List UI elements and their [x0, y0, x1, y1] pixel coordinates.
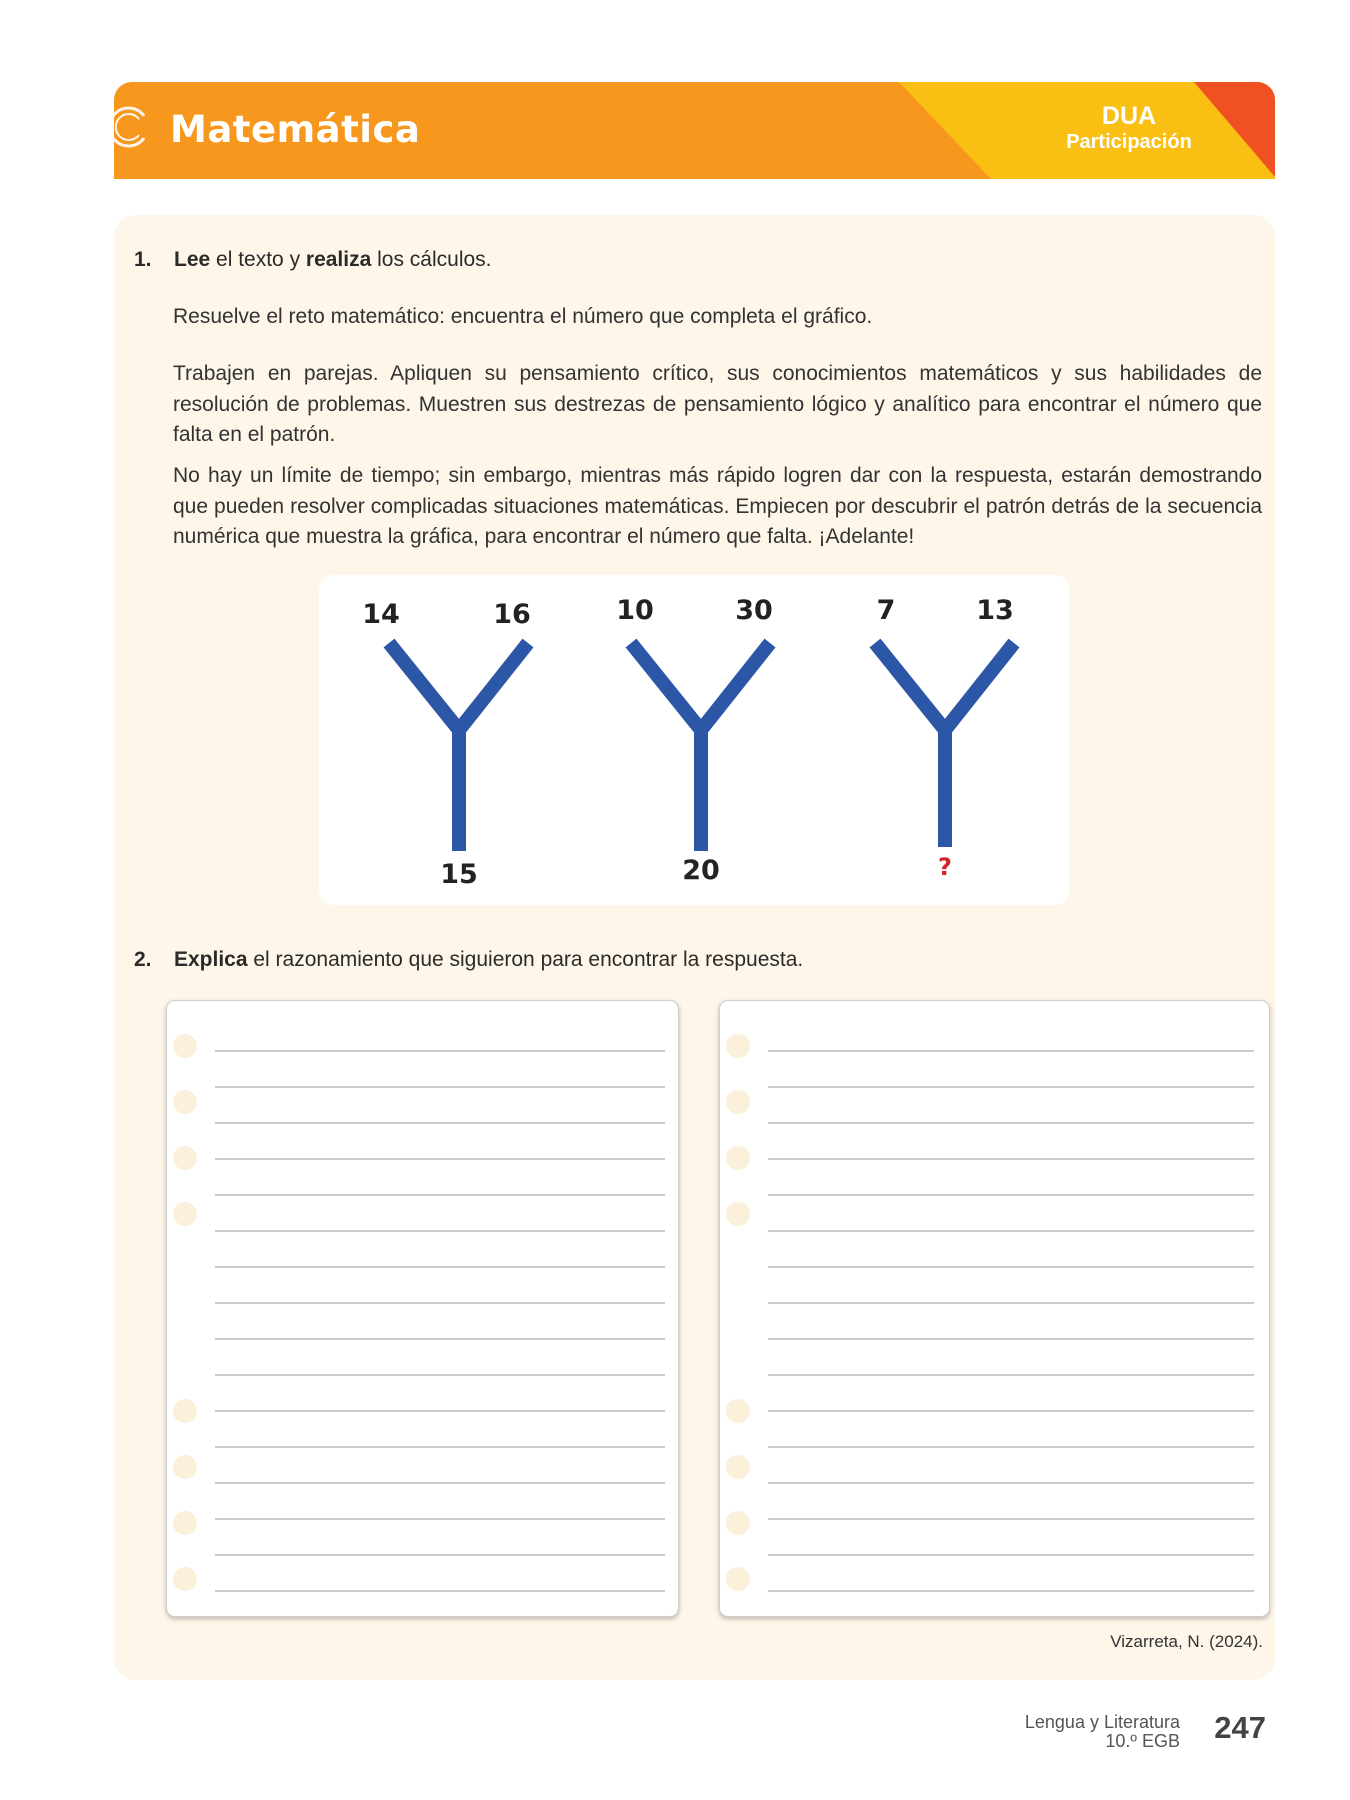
dua-badge-subtitle: Participación — [1066, 131, 1192, 153]
answer-sheet-right[interactable] — [719, 1000, 1270, 1617]
missing-number: ? — [938, 853, 952, 881]
paragraph-pairs: Trabajen en parejas. Apliquen su pensamiento crítico, sus conocimientos matemáticos y sus habilidades de resolución de problemas. Muestren sus destrezas de pensamiento lógico y analítico para encontrar el número que falta en el patrón. — [173, 362, 1262, 446]
activity-panel — [114, 215, 1275, 1680]
footer-book-info — [1025, 1713, 1180, 1751]
y2-right-number: 30 — [735, 595, 773, 626]
y1-bottom-number: 15 — [440, 859, 478, 890]
instruction-mid: el texto y — [210, 248, 306, 271]
writing-lines-right — [768, 1051, 1254, 1591]
y1-left-number: 14 — [362, 599, 400, 630]
section-header — [114, 82, 1275, 179]
page-footer — [990, 1705, 1280, 1765]
question-2-instruction — [174, 945, 803, 975]
page-number: 247 — [1214, 1710, 1266, 1745]
verb-explica: Explica — [174, 948, 248, 971]
subject-title: Matemática — [170, 108, 421, 151]
binder-holes-left — [173, 1034, 197, 1591]
writing-lines-left — [215, 1051, 665, 1591]
paragraph-challenge: Resuelve el reto matemático: encuentra el número que completa el gráfico. — [173, 305, 873, 328]
dua-badge-title: DUA — [1101, 102, 1157, 130]
y2-bottom-number: 20 — [682, 855, 720, 886]
paragraph-time: No hay un límite de tiempo; sin embargo, mientras más rápido logren dar con la respuesta, estarán demostrando que pueden resolver complicadas situaciones matemáticas. Empiecen por descubrir el patrón detrás de la secuencia numérica que muestra la gráfica, para encontrar el número que falta. ¡Adelante! — [173, 464, 1262, 548]
y-shape-2 — [631, 643, 770, 730]
answer-sheet-left[interactable] — [166, 1000, 679, 1617]
y-pattern-svg — [319, 575, 1069, 905]
question-1-instruction — [174, 245, 492, 275]
dua-badge — [1059, 102, 1199, 154]
footer-book-title: Lengua y Literatura — [1024, 1712, 1180, 1732]
y-shape-1 — [389, 643, 528, 730]
y-shape-3 — [875, 643, 1014, 730]
y1-right-number: 16 — [493, 599, 531, 630]
citation: Vizarreta, N. (2024). — [1110, 1632, 1263, 1651]
verb-lee: Lee — [174, 248, 211, 271]
footer-grade: 10.º EGB — [1105, 1731, 1180, 1751]
verb-realiza: realiza — [305, 248, 372, 271]
y3-right-number: 13 — [976, 595, 1014, 626]
y3-left-number: 7 — [876, 595, 896, 626]
question-2-number: 2. — [134, 948, 152, 971]
binder-holes-right — [726, 1034, 750, 1591]
y-pattern-figure — [319, 575, 1069, 905]
y2-left-number: 10 — [616, 595, 654, 626]
question-1-number: 1. — [134, 248, 152, 271]
answer-sheet-left-lines — [167, 1001, 678, 1616]
question-2-rest: el razonamiento que siguieron para encontrar la respuesta. — [247, 948, 804, 971]
answer-sheet-right-lines — [720, 1001, 1269, 1616]
instruction-end: los cálculos. — [371, 248, 492, 271]
c-logo-icon — [114, 104, 152, 150]
